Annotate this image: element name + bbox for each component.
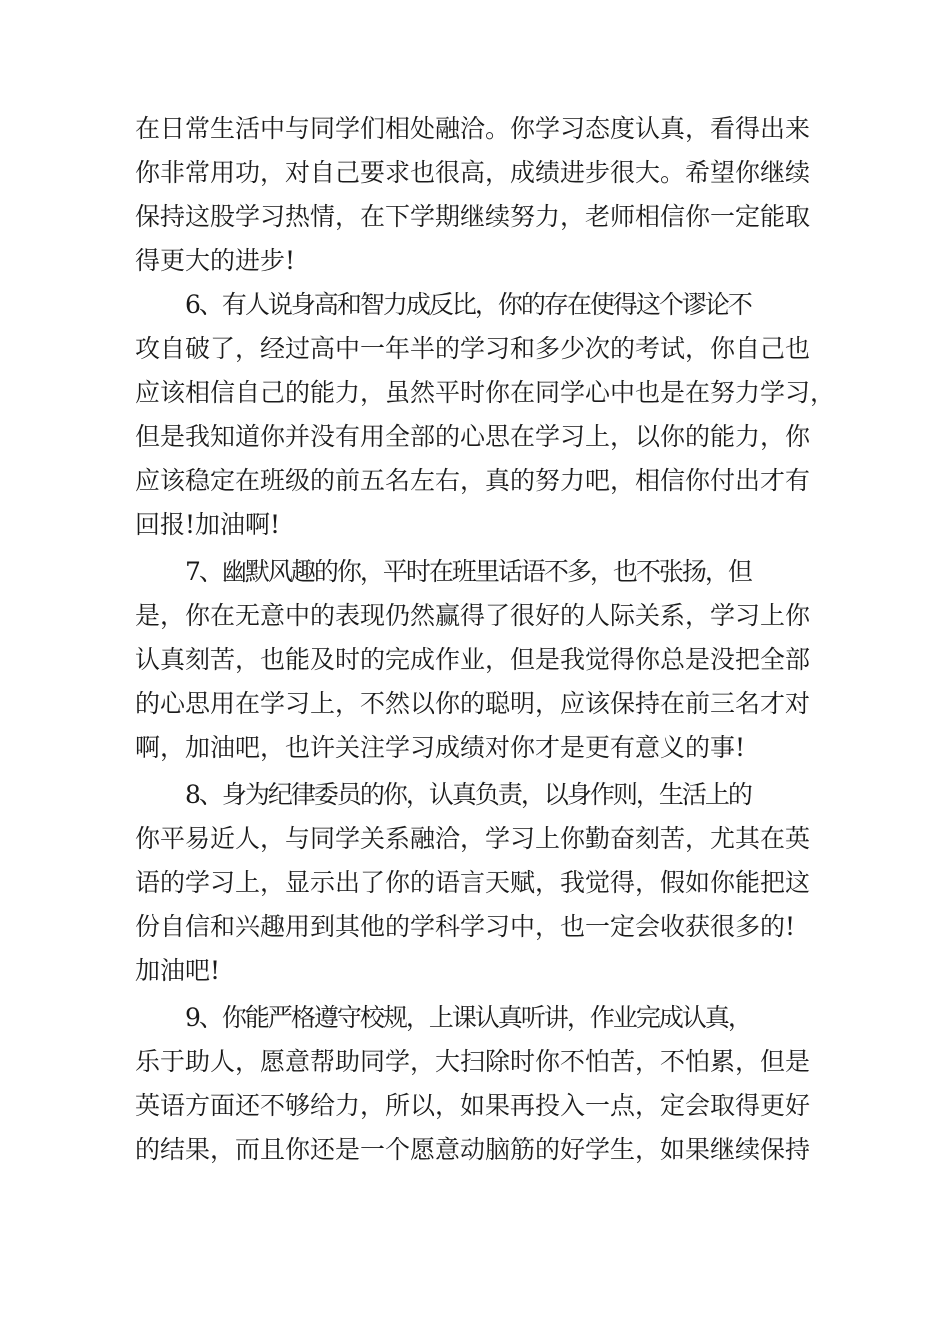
- text-line: 回报!加油啊!: [135, 510, 281, 539]
- text-line: 的心思用在学习上，不然以你的聪明，应该保持在前三名才对: [135, 689, 811, 718]
- text-line: 应该稳定在班级的前五名左右，真的努力吧，相信你付出才有: [135, 466, 811, 495]
- text-line: 乐于助人，愿意帮助同学，大扫除时你不怕苦，不怕累，但是: [135, 1047, 811, 1076]
- text-line: 得更大的进步!: [135, 246, 296, 275]
- paragraph-7-start: 7、幽默风趣的你，平时在班里话语不多，也不张扬，但: [185, 557, 751, 586]
- text-line: 你平易近人，与同学关系融洽，学习上你勤奋刻苦，尤其在英: [135, 824, 811, 853]
- text-line: 认真刻苦，也能及时的完成作业，但是我觉得你总是没把全部: [135, 645, 811, 674]
- text-line: 但是我知道你并没有用全部的心思在学习上，以你的能力，你: [135, 422, 811, 451]
- text-line: 加油吧!: [135, 956, 221, 985]
- text-line: 语的学习上，显示出了你的语言天赋，我觉得，假如你能把这: [135, 868, 811, 897]
- text-line: 的结果，而且你还是一个愿意动脑筋的好学生，如果继续保持: [135, 1135, 811, 1164]
- text-line: 英语方面还不够给力，所以，如果再投入一点，定会取得更好: [135, 1091, 811, 1120]
- text-line: 啊，加油吧，也许关注学习成绩对你才是更有意义的事!: [135, 733, 746, 762]
- text-line: 攻自破了，经过高中一年半的学习和多少次的考试，你自己也: [135, 334, 811, 363]
- text-line: 在日常生活中与同学们相处融洽。你学习态度认真，看得出来: [135, 114, 811, 143]
- text-line: 应该相信自己的能力，虽然平时你在同学心中也是在努力学习，: [135, 378, 836, 407]
- text-line: 你非常用功，对自己要求也很高，成绩进步很大。希望你继续: [135, 158, 811, 187]
- text-line: 是，你在无意中的表现仍然赢得了很好的人际关系，学习上你: [135, 601, 811, 630]
- paragraph-8-start: 8、身为纪律委员的你，认真负责，以身作则，生活上的: [185, 780, 751, 809]
- paragraph-6-start: 6、有人说身高和智力成反比，你的存在使得这个谬论不: [185, 290, 751, 319]
- paragraph-9-start: 9、你能严格遵守校规，上课认真听讲，作业完成认真，: [185, 1003, 751, 1032]
- text-line: 份自信和兴趣用到其他的学科学习中，也一定会收获很多的!: [135, 912, 796, 941]
- text-line: 保持这股学习热情，在下学期继续努力，老师相信你一定能取: [135, 202, 811, 231]
